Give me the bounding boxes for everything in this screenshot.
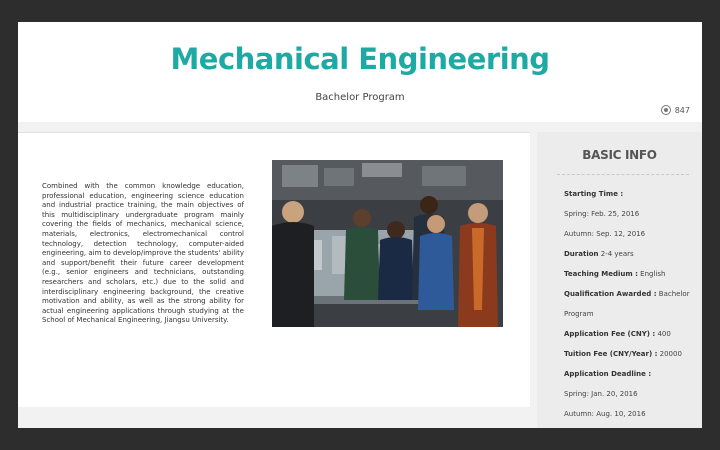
info-value: 20000 bbox=[659, 350, 682, 358]
basic-info-sidebar bbox=[537, 132, 702, 428]
info-application-fee bbox=[564, 330, 671, 338]
info-label: Application Deadline : bbox=[564, 370, 652, 378]
info-value: Autumn: Sep. 12, 2016 bbox=[564, 230, 646, 238]
info-value: Spring: Feb. 25, 2016 bbox=[564, 210, 640, 218]
page-title: Mechanical Engineering bbox=[170, 42, 550, 76]
info-label: Qualification Awarded : bbox=[564, 290, 657, 298]
info-label: Duration bbox=[564, 250, 599, 258]
info-application-deadline bbox=[564, 370, 651, 378]
info-tuition-fee bbox=[564, 350, 682, 358]
main-panel bbox=[18, 132, 530, 407]
page-subtitle: Bachelor Program bbox=[315, 92, 405, 103]
info-spring-deadline bbox=[564, 390, 638, 398]
info-value: English bbox=[640, 270, 666, 278]
info-qualification bbox=[564, 290, 690, 298]
info-starting-time bbox=[564, 190, 623, 198]
info-value: 2-4 years bbox=[600, 250, 634, 258]
info-label: Tuition Fee (CNY/Year) : bbox=[564, 350, 658, 358]
view-count: 847 bbox=[674, 105, 690, 115]
info-label: Teaching Medium : bbox=[564, 270, 638, 278]
students-in-lab-photo bbox=[272, 160, 503, 327]
info-value: Autumn: Aug. 10, 2016 bbox=[564, 410, 646, 418]
view-counter bbox=[661, 105, 690, 115]
info-teaching-medium bbox=[564, 270, 665, 278]
sidebar-divider bbox=[557, 174, 689, 175]
lab-photo-illustration bbox=[272, 160, 503, 327]
info-duration bbox=[564, 250, 634, 258]
info-value: Program bbox=[564, 310, 594, 318]
info-value: Bachelor bbox=[658, 290, 690, 298]
program-description: Combined with the common knowledge education, professional education, engineering science education and industrial practice training, the main objectives of this multidisciplinary undergraduate program mainly covering the fields of mechanics, mechanical science, materials, electronics, electromechanical control technology, detection technology, computer-aided engineering, aim to develop/improve the students' ability and support/benefit their future career development (e.g., senior engineers and technicians, outstanding researchers and scholars, etc.) due to the solid and interdisciplinary engineering background, the creative motivation and ability, as well as the strong ability for actual engineering applications through studying at the School of Mechanical Engineering, Jiangsu University. bbox=[42, 182, 244, 325]
page bbox=[18, 22, 702, 428]
eye-icon bbox=[661, 105, 671, 115]
info-value: Spring: Jan. 20, 2016 bbox=[564, 390, 638, 398]
info-qualification-cont bbox=[564, 310, 594, 318]
sidebar-title: BASIC INFO bbox=[582, 148, 657, 162]
divider bbox=[18, 132, 530, 133]
header bbox=[18, 22, 702, 122]
info-autumn-deadline bbox=[564, 410, 646, 418]
info-spring-start bbox=[564, 210, 639, 218]
info-label: Starting Time : bbox=[564, 190, 624, 198]
info-label: Application Fee (CNY) : bbox=[564, 330, 656, 338]
info-autumn-start bbox=[564, 230, 645, 238]
info-value: 400 bbox=[657, 330, 671, 338]
